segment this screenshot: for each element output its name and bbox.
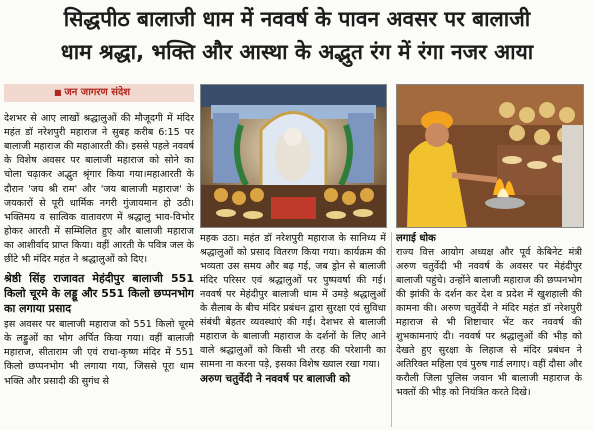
left-column	[4, 84, 194, 430]
right-column	[396, 232, 582, 430]
aarti-ritual-illustration	[397, 85, 583, 227]
aarti-ritual-photo	[396, 84, 584, 228]
headline-line-2: धाम श्रद्धा, भक्ति और आस्था के अद्भुत रंग में रंगा नजर आया	[60, 40, 534, 64]
left-paragraph-2: इस अवसर पर बालाजी महाराज को 551 किलो चूरमे के लड्डुओं का भोग अर्पित किया गया। वहीं बालाजी महाराज, सीताराम जी एवं राधा-कृष्ण मंदिर में 551 किलो छप्पनभोग भी लगाया गया, जिससे पूरा धाम भक्ति और प्रसादी की सुगंध से	[4, 319, 194, 387]
temple-idol-photo	[200, 84, 387, 228]
middle-column	[200, 232, 386, 430]
column-divider	[391, 232, 392, 427]
left-subheading: श्रेष्ठी सिंह राजावत मेहंदीपुर बालाजी 551 किलो चूरमे के लड्डू और 551 किलो छप्पनभोग का लगाया प्रसाद	[4, 272, 194, 316]
middle-paragraph: महक उठा। महंत डॉ नरेशपुरी महाराज के सानिध्य में श्रद्धालुओं को प्रसाद वितरण किया गया। कार्यक्रम की भव्यता उस समय और बढ़ गई, जब ड्रोन से बालाजी मंदिर परिसर एवं श्रद्धालुओं पर पुष्पवर्षा की गई। नववर्ष पर मेहंदीपुर बालाजी धाम में उमड़े श्रद्धालुओं के सैलाब के बीच मंदिर प्रबंधन द्वारा सुरक्षा एवं सुविधा संबंधी बेहतर व्यवस्थाएं की गईं। देशभर से बालाजी महाराज के बालाजी महाराज के दर्शनों के लिए आने वाले श्रद्धालुओं को किसी भी तरह की परेशानी का सामना ना करना पड़े, इसका विशेष ख्याल रखा गया।	[200, 233, 386, 370]
headline-line-1: सिद्धपीठ बालाजी धाम में नववर्ष के पावन अवसर पर बालाजी	[63, 7, 531, 31]
headline	[4, 2, 590, 72]
middle-closing-heading: अरुण चतुर्वेदी ने नववर्ष पर बालाजी को	[200, 373, 351, 385]
temple-idol-illustration	[201, 85, 386, 227]
byline: ■ जन जागरण संदेश	[4, 84, 194, 102]
left-paragraph-1: देशभर से आए लाखों श्रद्धालुओं की मौजूदगी में मंदिर महंत डॉ नरेशपुरी महाराज ने सुबह करीब 6:15 पर बालाजी महाराज की महाआरती की। इससे पहले नववर्ष के विशेष अवसर पर बालाजी महाराज को सोने का चोला चढ़ाकर अद्भुत श्रृंगार किया गया।महाआरती के दौरान 'जय श्री राम' और 'जय बालाजी महाराज' के जयकारों से पूरी धार्मिक नगरी गुंजायमान हो उठी। भक्तिमय व सात्विक वातावरण में श्रद्धालु भाव-विभोर होकर आरती में सम्मिलित हुए और बालाजी महाराज का आशीर्वाद प्राप्त किया। वहीं आरती के पवित्र जल के छींटे भी मंदिर महंत ने श्रद्धालुओं को दिए।	[4, 113, 194, 266]
right-paragraph: राज्य वित्त आयोग अध्यक्ष और पूर्व केबिनेट मंत्री अरुण चतुर्वेदी भी नववर्ष के अवसर पर मेहंदीपुर बालाजी पहुंचे। उन्होंने बालाजी महाराज की छप्पनभोग की झांकी के दर्शन कर देश व प्रदेश में खुशहाली की कामना की। अरुण चतुर्वेदी ने मंदिर महंत डॉ नरेशपुरी महाराज से भी शिष्टाचार भेंट कर नववर्ष की शुभकामनाएं दी। नववर्ष पर श्रद्धालुओं की भीड़ को देखते हुए सुरक्षा के लिहाज से मंदिर प्रबंधन ने अतिरिक्त महिला एवं पुरुष गार्ड लगाए। वहीं दौसा और करौली जिला पुलिस जवान भी बालाजी महाराज के भक्तों की भीड़ को नियंत्रित करते दिखे।	[396, 247, 582, 398]
right-subheading: लगाई धोक	[396, 233, 436, 244]
